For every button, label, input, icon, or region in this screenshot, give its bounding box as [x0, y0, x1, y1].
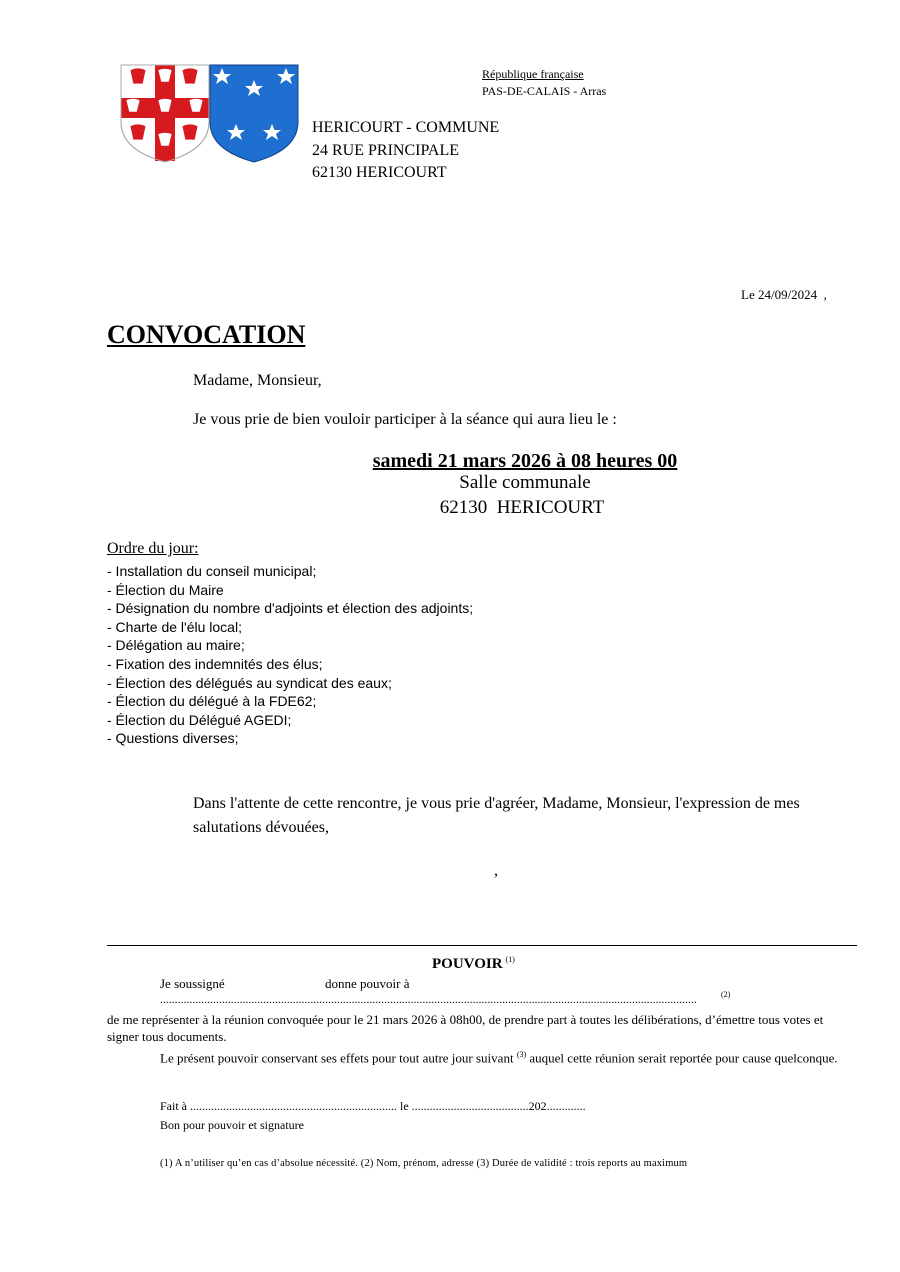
- agenda-item: - Délégation au maire;: [107, 637, 245, 654]
- validity-text-a: Le présent pouvoir conservant ses effets pour tout autre jour suivant: [160, 1050, 514, 1066]
- department-label: PAS-DE-CALAIS - Arras: [482, 84, 607, 98]
- footnotes: (1) A n’utiliser qu’en cas d’absolue nécessité. (2) Nom, prénom, adresse (3) Durée de validité : trois reports au maximum: [160, 1158, 688, 1169]
- agenda-item: - Élection du Délégué AGEDI;: [107, 711, 292, 728]
- republic-label: République française: [482, 67, 584, 81]
- closing-text: Dans l'attente de cette rencontre, je vous prie d'agréer, Madame, Monsieur, l'expression de mes salutations dévouées,: [193, 795, 800, 836]
- fait-a-field[interactable]: Fait à ..................................................................... le .......................................202.............: [160, 1099, 586, 1113]
- pouvoir-title: [432, 955, 515, 973]
- validity-text-b: auquel cette réunion serait reportée pour cause quelconque.: [529, 1050, 838, 1066]
- commune-name: HERICOURT - COMMUNE: [312, 119, 500, 136]
- agenda-item: - Fixation des indemnités des élus;: [107, 655, 323, 672]
- agenda-item: - Désignation du nombre d'adjoints et élection des adjoints;: [107, 600, 474, 617]
- hericourt-shield-icon: [121, 65, 209, 162]
- signature-label: Bon pour pouvoir et signature: [160, 1118, 304, 1132]
- agenda-list: [107, 562, 473, 748]
- agenda-item: - Élection des délégués au syndicat des eaux;: [107, 674, 392, 691]
- meeting-date: samedi 21 mars 2026 à 08 heures 00: [372, 450, 678, 472]
- page-title: CONVOCATION: [107, 320, 306, 349]
- greeting: Madame, Monsieur,: [193, 372, 322, 389]
- meeting-city: 62130 HERICOURT: [439, 497, 605, 518]
- arras-shield-icon: [210, 65, 298, 162]
- invitation-text: Je vous prie de bien vouloir participer à la séance qui aura lieu le :: [193, 411, 617, 428]
- soussigne-label: Je soussigné: [160, 976, 225, 991]
- agenda-item: - Élection du Maire: [107, 581, 224, 598]
- section-divider: [107, 945, 857, 946]
- representation-text: de me représenter à la réunion convoquée pour le 21 mars 2026 à 08h00, de prendre part à toutes les délibérations, d’émettre tous votes et signer tous documents.: [107, 1012, 824, 1044]
- coat-of-arms-icon: [118, 62, 302, 166]
- pouvoir-title-text: POUVOIR: [432, 956, 503, 972]
- agenda-item: - Élection du délégué à la FDE62;: [107, 693, 317, 710]
- commune-street: 24 RUE PRINCIPALE: [312, 142, 459, 159]
- footnote-ref-3: (3): [516, 1050, 527, 1059]
- agenda-item: - Charte de l'élu local;: [107, 618, 242, 635]
- proxy-name-field[interactable]: ......................................................................................................................................................................................: [160, 994, 697, 1006]
- agenda-item: - Installation du conseil municipal;: [107, 563, 317, 579]
- footnote-ref-2: (2): [721, 990, 731, 999]
- signature-comma: ,: [494, 862, 498, 879]
- document-date: Le 24/09/2024 ,: [741, 287, 827, 302]
- agenda-title: Ordre du jour:: [107, 540, 199, 557]
- footnote-ref-1: (1): [505, 955, 515, 964]
- commune-postal-city: 62130 HERICOURT: [312, 164, 447, 181]
- agenda-item: - Questions diverses;: [107, 730, 239, 747]
- donne-pouvoir-label: donne pouvoir à: [325, 976, 410, 991]
- meeting-place: Salle communale: [459, 472, 591, 493]
- validity-text: [107, 1045, 857, 1067]
